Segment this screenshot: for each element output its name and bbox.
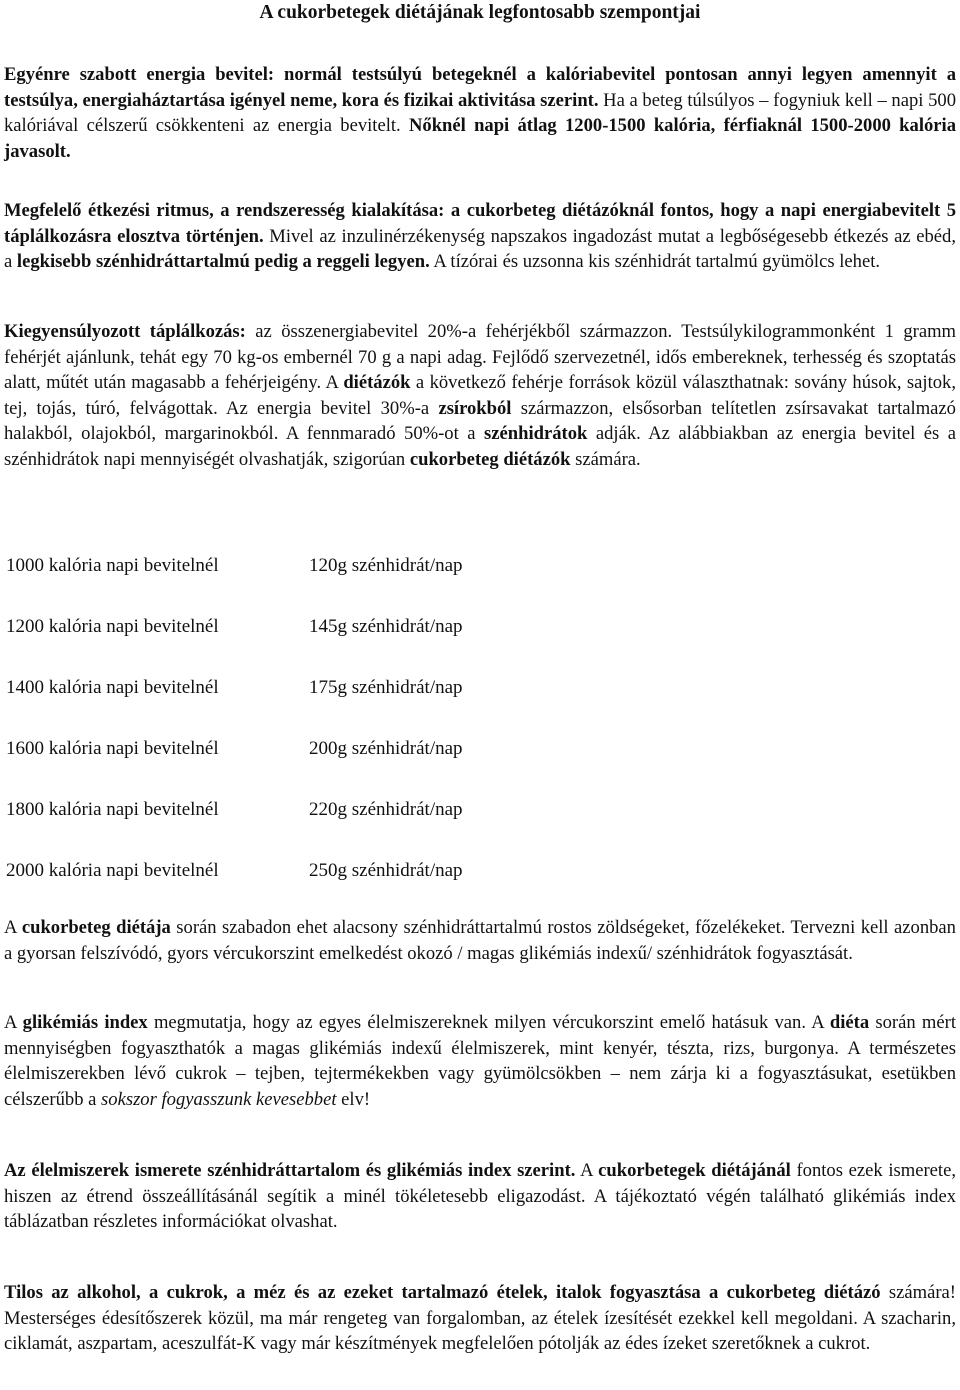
bold-text: cukorbeteg diétája [21,917,171,938]
body-text: során szabadon ehet alacsony szénhidráttartalmú rostos zöldségeket, főzelékeket. Tervezni kell azonban a gyorsan felszívódó, gyors vércukorszint emelkedést okozó / magas glikémiás indexű/ szénhidrátok fogyasztását. [4,917,956,964]
carb-cell: 250g szénhidrát/nap [309,860,463,881]
paragraph-energy-intake [4,62,956,164]
calorie-cell: 2000 kalória napi bevitelnél [6,860,219,881]
paragraph-diet-vegetables [4,915,956,966]
bold-text: legkisebb szénhidráttartalmú pedig a reggeli legyen. [16,251,430,273]
body-text: a következő fehérje források közül választhatnak: sovány húsok, sajtok, tej, tojás, túró, felvágottak. Az energia bevitel 30%-a [4,372,956,419]
body-text: adják. Az alábbiakban az energia bevitel és a szénhidrátok napi mennyiségét olvashatják, szigorúan [4,423,956,470]
body-text: fontos ezek ismerete, hiszen az étrend összeállításánál segítik a minél tökéletesebb eligazodást. A tájékoztató végén található glikémiás index táblázatban részletes információkat olvashat. [4,1160,956,1233]
calorie-cell: 1800 kalória napi bevitelnél [6,799,219,820]
bold-text: Az élelmiszerek ismerete szénhidráttartalom és glikémiás index szerint. [4,1160,576,1181]
calorie-cell: 1000 kalória napi bevitelnél [6,555,219,576]
bold-text: diéta [829,1012,870,1033]
body-text: A [4,917,22,938]
body-text: Mivel az inzulinérzékenység napszakos ingadozást mutat a legbőségesebb étkezés az ebéd, a [4,225,956,273]
body-text: A [4,1012,23,1033]
bold-text: glikémiás index [22,1012,148,1033]
paragraph-balanced-diet [4,319,956,473]
bold-text: szénhidrátok [484,423,588,445]
paragraph-glycemic-index [4,1010,956,1112]
paragraph-meal-rhythm [4,198,956,275]
paragraph-forbidden-foods [4,1280,956,1357]
calorie-cell: 1200 kalória napi bevitelnél [6,616,219,637]
body-text: elv! [336,1088,371,1110]
body-text: származzon, elsősorban telítetlen zsírsavakat tartalmazó halakból, olajokból, margarinokból. A fennmaradó 50%-ot a [4,397,956,445]
body-text: számára. [570,448,641,470]
bold-text: diétázók [343,372,411,394]
page-title: A cukorbetegek diétájának legfontosabb szempontjai [259,2,701,23]
body-text: az összenergiabevitel 20%-a fehérjékből származzon. Testsúlykilogrammonként 1 gramm fehérjét ajánlunk, tehát egy 70 kg-os embernél 70 g a napi adag. Fejlődő szervezetnél, idős embereknek, terhesség és szoptatás alatt, műtét után magasabb a fehérjeigény. A [4,321,957,394]
bold-text: Nőknél napi átlag 1200-1500 kalória, férfiaknál 1500-2000 kalória javasolt. [4,115,956,162]
carb-cell: 200g szénhidrát/nap [309,738,463,759]
calorie-cell: 1600 kalória napi bevitelnél [6,738,219,759]
body-text: során mért mennyiségben fogyaszthatók a magas glikémiás indexű élelmiszerek, mint kenyér, tészta, rizs, burgonya. A természetes élelmiszerekben lévő cukrok – tejben, tejtermékekben vagy gyümölcsökben – nem zárja ki a fogyasztásukat, esetükben célszerűbb a [4,1012,956,1110]
carb-cell: 220g szénhidrát/nap [309,799,463,820]
bold-text: cukorbetegek diétájánál [598,1160,791,1181]
bold-text: Egyénre szabott energia bevitel: normál testsúlyú betegeknél a kalóriabevitel pontosan annyi legyen amennyit a testsúlya, energiaháztartása igényel neme, kora és fizikai aktivitása szerint. [4,64,956,111]
paragraph-food-knowledge [4,1158,956,1235]
bold-text: Megfelelő étkezési ritmus, a rendszeresség kialakítása: a cukorbeteg diétázóknál fontos, hogy a napi energiabevitelt 5 táplálkozásra elosztva történjen. [4,200,956,247]
bold-text: Tilos az alkohol, a cukrok, a méz és az ezeket tartalmazó ételek, italok fogyasztása a cukorbeteg diétázó [4,1282,881,1303]
bold-text: cukorbeteg diétázók [409,448,571,470]
calorie-cell: 1400 kalória napi bevitelnél [6,677,219,698]
carb-cell: 120g szénhidrát/nap [309,555,463,576]
carb-cell: 145g szénhidrát/nap [309,616,463,637]
italic-text: sokszor fogyasszunk kevesebbet [101,1088,337,1110]
bold-text: zsírokból [438,397,512,419]
body-text: Ha a beteg túlsúlyos – fogyniuk kell – napi 500 kalóriával célszerű csökkenteni az energia bevitelt. [4,89,956,137]
carb-cell: 175g szénhidrát/nap [309,677,463,698]
body-text: megmutatja, hogy az egyes élelmiszereknek milyen vércukorszint emelő hatásuk van. A [147,1012,830,1033]
body-text: A tízórai és uzsonna kis szénhidrát tartalmú gyümölcs lehet. [429,251,881,273]
body-text: A [575,1160,599,1181]
bold-text: Kiegyensúlyozott táplálkozás: [4,321,246,342]
body-text: számára! Mesterséges édesítőszerek közül, ma már rengeteg van forgalomban, az ételek ízesítését ezekkel kell megoldani. A szacharin, ciklamát, aszpartam, aceszulfát-K vagy már készítmények megfelelően pótolják az édes ízeket szeretőknek a cukrot. [4,1282,956,1355]
